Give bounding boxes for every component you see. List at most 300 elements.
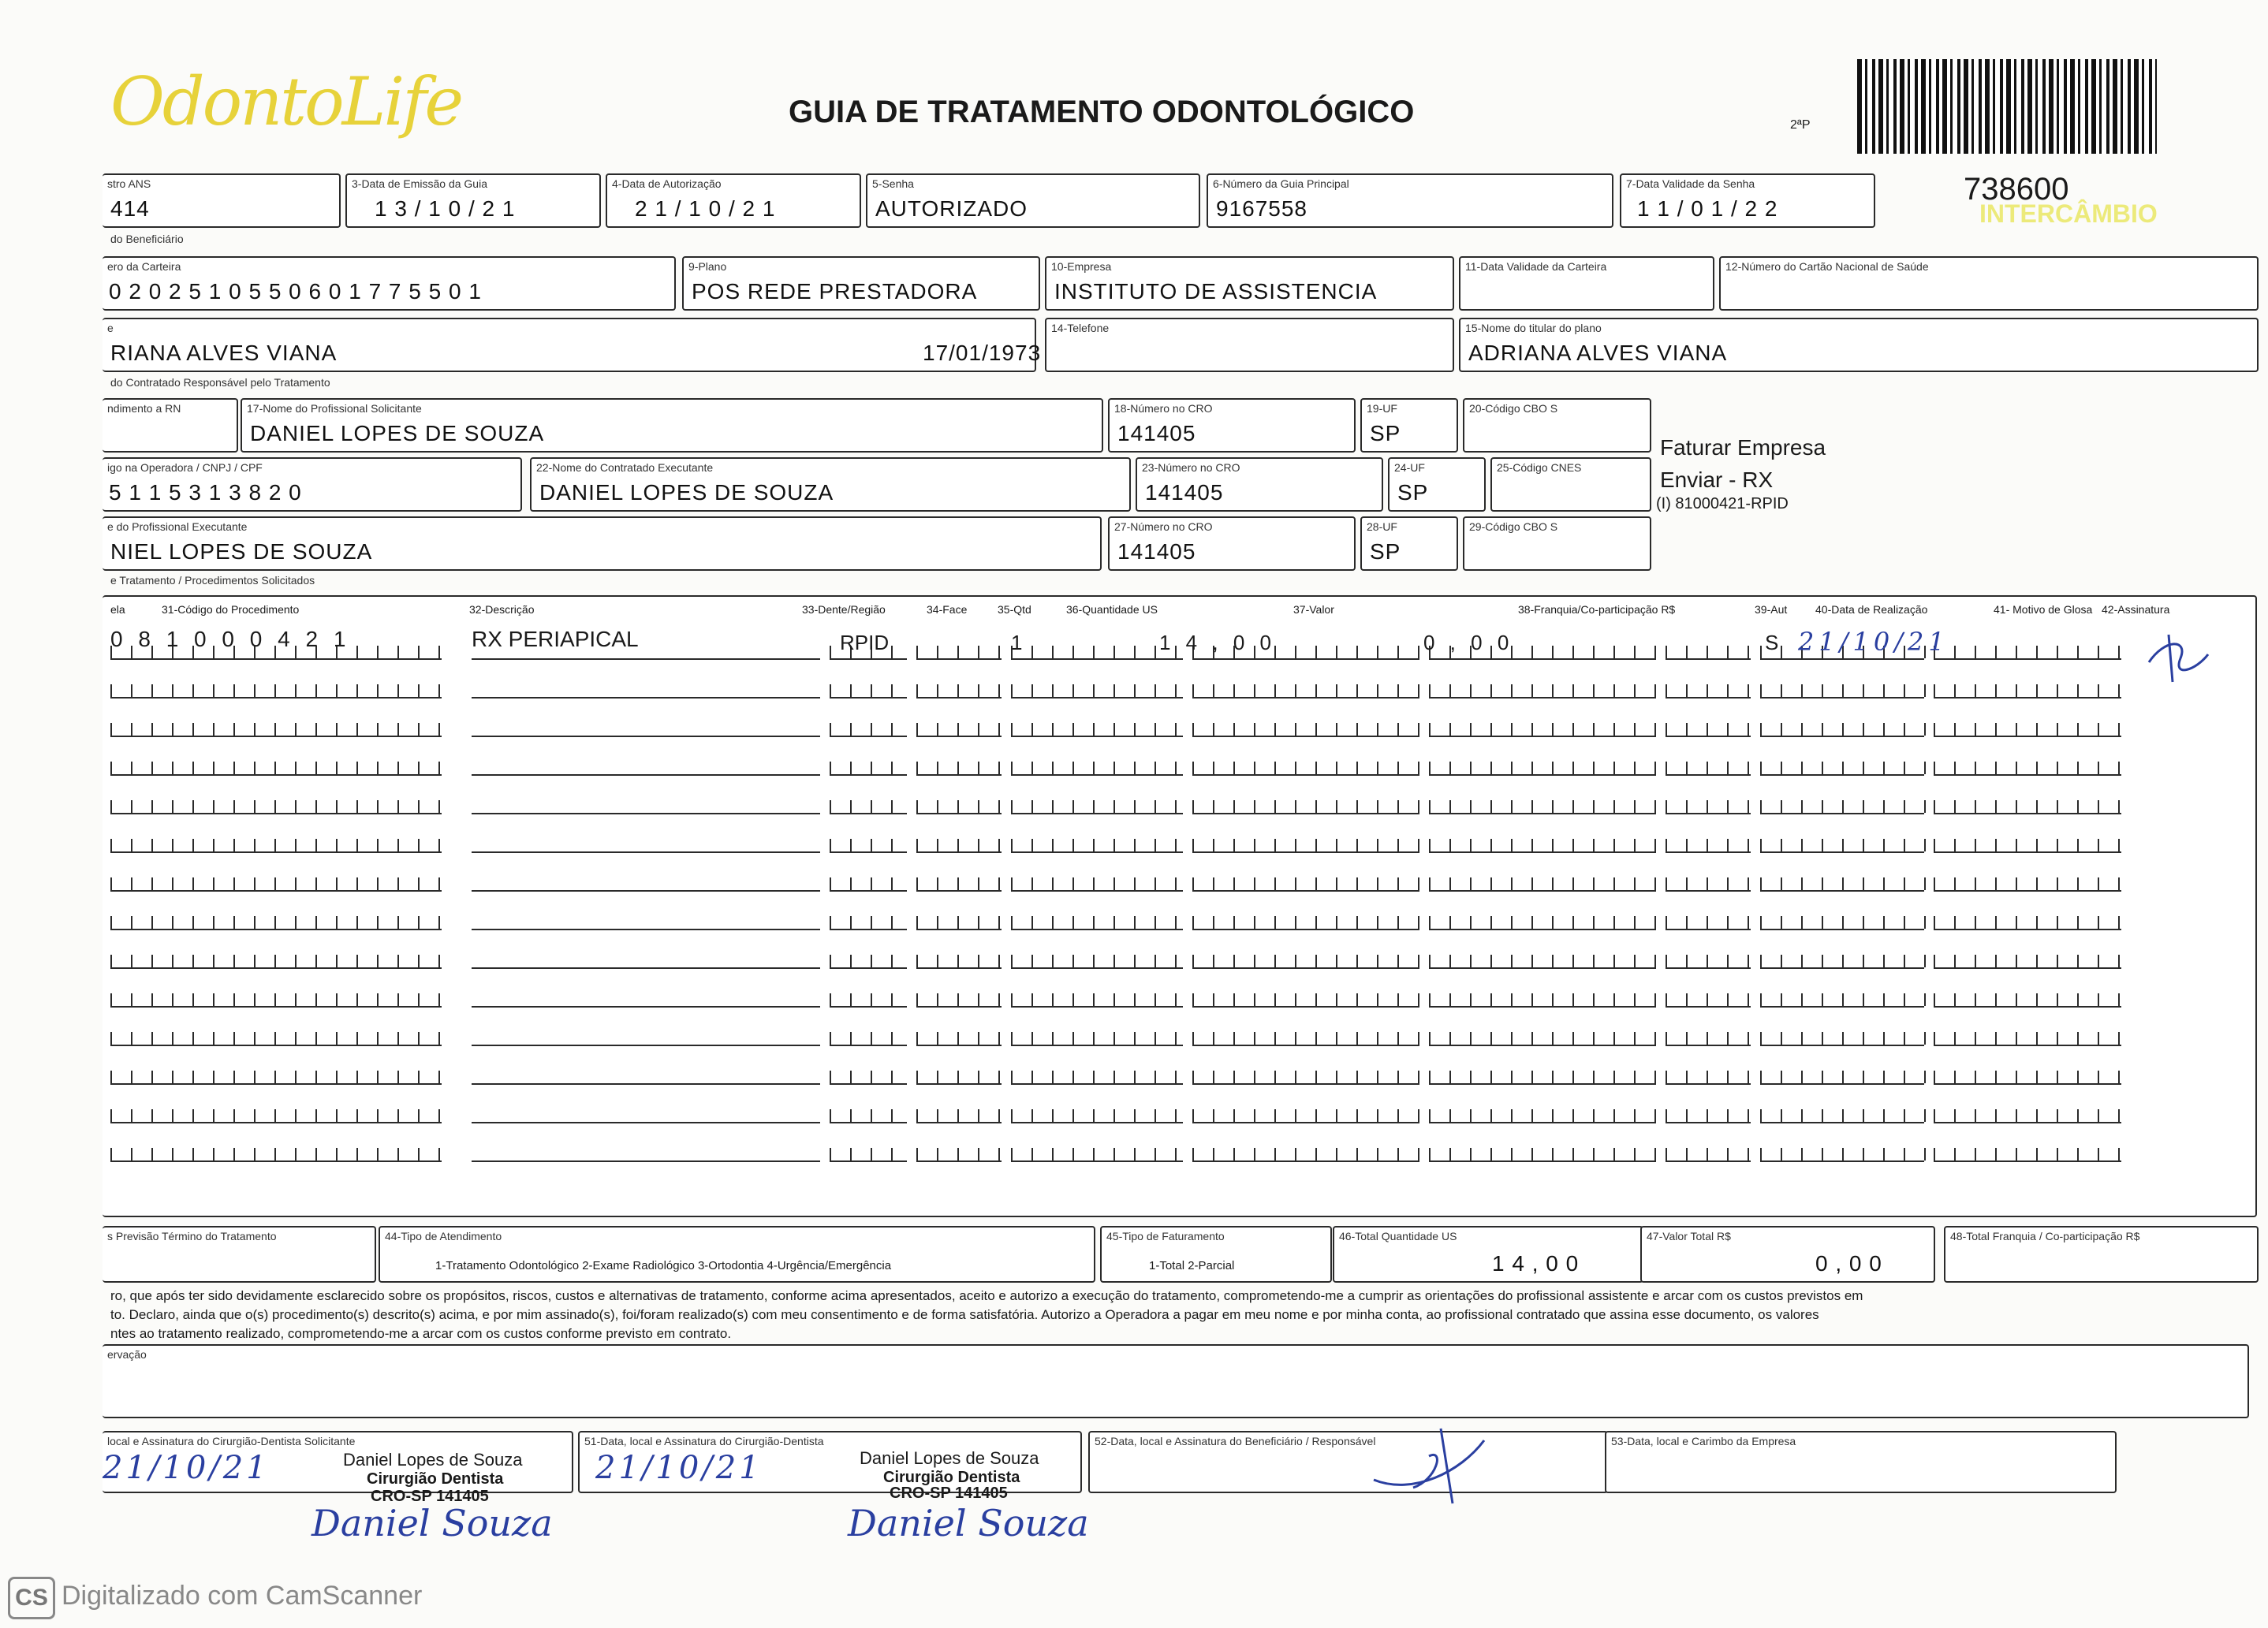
table-row-line <box>1666 967 1751 969</box>
table-cell-tick <box>315 800 317 813</box>
table-cell-tick <box>1531 1109 1533 1122</box>
carteira-field[interactable]: ero da Carteira 0 2 0 2 5 1 0 5 5 0 6 0 1 7 7 5 5 0 1 <box>103 256 676 311</box>
table-cell-tick <box>172 1071 173 1083</box>
table-cell-tick <box>131 723 132 736</box>
table-cell-tick <box>1686 1148 1688 1160</box>
titular-field[interactable]: 15-Nome do titular do plano ADRIANA ALVES VIANA <box>1459 318 2259 372</box>
table-cell-tick <box>438 762 440 774</box>
table-cell-tick <box>1134 723 1136 736</box>
total-us-field[interactable]: 46-Total Quantidade US 1 4 , 0 0 <box>1333 1226 1643 1283</box>
signature51: Daniel Souza <box>848 1502 1089 1544</box>
table-cell-tick <box>1429 1148 1431 1160</box>
table-cell-tick <box>1613 800 1615 813</box>
table-cell-tick <box>377 1109 379 1122</box>
table-cell-tick <box>418 1148 420 1160</box>
table-cell-tick <box>1192 955 1194 967</box>
table-cell-tick <box>1934 723 1935 736</box>
prof-executante-field[interactable]: e do Profissional Executante NIEL LOPES DE SOUZA <box>103 516 1102 571</box>
sig52-field[interactable]: 52-Data, local e Assinatura do Beneficiário / Responsável <box>1088 1431 1608 1493</box>
declaracao-text: ro, que após ter sido devidamente esclarecido sobre os propósitos, riscos, custos e alternativas de tratamento, conforme acima apresentados, aceito e autorizo a execução do tratamento, comprometendo-me a cumprir as orientações do profissional assistente e arcar com os custos previstos em to. Declaro, ainda que o(s) procedimento(s) descrito(s) acima, e por mim assinado(s), foi/foram realizado(s) com meu consentimento e de forma satisfatória. Autorizo a Operadora a pagar em meu nome e por minha conta, ao profissional contratado que assina esse documento, os valores ntes ao tratamento realizado, comprometendo-me a arcar com os custos conforme previsto em contrato. <box>110 1288 1863 1341</box>
codigo-operadora-field[interactable]: igo na Operadora / CNPJ / CPF 5 1 1 5 3 1 3 8 2 0 <box>103 457 522 512</box>
contratado-section-label: do Contratado Responsável pelo Tratamento <box>110 376 330 389</box>
table-cell-tick <box>1995 1032 1997 1045</box>
table-cell-tick <box>1155 1148 1156 1160</box>
table-cell-tick <box>233 762 235 774</box>
table-cell-tick <box>2098 646 2099 658</box>
table-cell-tick <box>978 646 979 658</box>
telefone-field[interactable]: 14-Telefone <box>1045 318 1454 372</box>
table-cell-tick <box>978 1109 979 1122</box>
table-cell-tick <box>1822 955 1823 967</box>
table-cell-tick <box>2036 839 2038 851</box>
table-cell-tick <box>1113 877 1115 890</box>
table-cell-tick <box>1748 800 1749 813</box>
table-row-line <box>1760 890 1924 892</box>
plano-field[interactable]: 9-Plano POS REDE PRESTADORA <box>682 256 1040 311</box>
table-cell-tick <box>1511 762 1513 774</box>
table-row-line <box>1011 813 1183 814</box>
table-cell-tick <box>2057 684 2058 697</box>
table-cell-tick <box>1134 916 1136 929</box>
table-cell-tick <box>1397 800 1399 813</box>
table-cell-tick <box>1336 723 1337 736</box>
table-cell-tick <box>1336 684 1337 697</box>
table-cell-tick <box>397 839 399 851</box>
table-row-line <box>830 813 907 814</box>
table-cell-tick <box>274 800 276 813</box>
row1-us[interactable]: 1 4 , 0 0 <box>1159 631 1276 654</box>
table-cell-tick <box>1490 762 1492 774</box>
table-row-line <box>916 774 1002 776</box>
uf24-field[interactable]: 24-UF SP <box>1388 457 1486 512</box>
table-cell-tick <box>1192 762 1194 774</box>
table-cell-tick <box>1336 1148 1337 1160</box>
table-cell-tick <box>1748 723 1749 736</box>
row1-codigo[interactable]: 0 8 1 0 0 0 4 2 1 <box>110 627 351 651</box>
table-cell-tick <box>850 955 852 967</box>
table-cell-tick <box>1727 839 1729 851</box>
table-cell-tick <box>1654 1032 1656 1045</box>
table-cell-tick <box>2077 684 2079 697</box>
table-cell-tick <box>1934 1148 1935 1160</box>
table-cell-tick <box>1356 916 1358 929</box>
row1-dente[interactable]: RPID <box>840 631 890 654</box>
table-row-line <box>1666 1006 1751 1008</box>
table-cell-tick <box>1470 839 1472 851</box>
table-cell-tick <box>377 955 379 967</box>
table-cell-tick <box>1707 1032 1708 1045</box>
table-cell-tick <box>1801 1071 1803 1083</box>
table-cell-tick <box>1254 723 1255 736</box>
table-cell-tick <box>2118 800 2120 813</box>
guia-principal-field[interactable]: 6-Número da Guia Principal 9167558 <box>1207 173 1613 228</box>
cbo29-field[interactable]: 29-Código CBO S <box>1463 516 1651 571</box>
table-cell-tick <box>1883 1071 1885 1083</box>
table-cell-tick <box>151 723 153 736</box>
table-cell-tick <box>1748 877 1749 890</box>
table-cell-tick <box>2036 993 2038 1006</box>
rn-field[interactable]: ndimento a RN <box>103 398 238 453</box>
table-cell-tick <box>295 955 297 967</box>
senha-field[interactable]: 5-Senha AUTORIZADO <box>866 173 1200 228</box>
table-cell-tick <box>1707 1109 1708 1122</box>
table-cell-tick <box>131 684 132 697</box>
table-cell-tick <box>1233 1071 1235 1083</box>
table-cell-tick <box>891 916 893 929</box>
table-cell-tick <box>172 955 173 967</box>
table-cell-tick <box>1613 762 1615 774</box>
table-cell-tick <box>172 1032 173 1045</box>
table-row-line <box>1666 929 1751 930</box>
table-cell-tick <box>1995 839 1997 851</box>
table-cell-tick <box>1213 684 1214 697</box>
table-cell-tick <box>254 1148 256 1160</box>
table-cell-tick <box>1418 993 1419 1006</box>
table-cell-tick <box>1254 800 1255 813</box>
table-cell-tick <box>1093 993 1095 1006</box>
table-cell-tick <box>1883 916 1885 929</box>
table-cell-tick <box>274 1109 276 1122</box>
table-cell-tick <box>1213 1071 1214 1083</box>
table-cell-tick <box>1356 955 1358 967</box>
table-cell-tick <box>110 1148 112 1160</box>
stamp51-cro: CRO-SP 141405 <box>890 1485 1008 1502</box>
table-cell-tick <box>1192 1032 1194 1045</box>
table-cell-tick <box>1760 684 1762 697</box>
table-cell-tick <box>1572 723 1574 736</box>
table-cell-tick <box>1666 723 1667 736</box>
table-cell-tick <box>336 800 338 813</box>
table-cell-tick <box>1531 800 1533 813</box>
total-franquia-field[interactable]: 48-Total Franquia / Co-participação R$ <box>1944 1226 2259 1283</box>
table-cell-tick <box>356 877 358 890</box>
sig51-field[interactable]: 51-Data, local e Assinatura do Cirurgião-Dentista 21/10/21 Daniel Lopes de Souza Cirurgião Dentista <box>578 1431 1082 1493</box>
table-cell-tick <box>1470 762 1472 774</box>
table-cell-tick <box>1175 955 1177 967</box>
table-cell-tick <box>1011 1032 1013 1045</box>
table-cell-tick <box>1954 1148 1956 1160</box>
table-row-line <box>1192 774 1419 776</box>
table-cell-tick <box>2016 646 2017 658</box>
table-cell-tick <box>1863 723 1864 736</box>
table-cell-tick <box>1634 723 1636 736</box>
sig53-field[interactable]: 53-Data, local e Carimbo da Empresa <box>1605 1431 2117 1493</box>
tipo-atendimento-field[interactable]: 44-Tipo de Atendimento 1-Tratamento Odontológico 2-Exame Radiológico 3-Ortodontia 4-Urgência/Emergência <box>379 1226 1095 1283</box>
table-row-line <box>110 1122 442 1123</box>
table-cell-tick <box>1233 1109 1235 1122</box>
row1-aut[interactable]: S <box>1765 631 1779 654</box>
table-cell-tick <box>1295 916 1296 929</box>
table-cell-tick <box>1707 839 1708 851</box>
empresa-field[interactable]: 10-Empresa INSTITUTO DE ASSISTENCIA <box>1045 256 1454 311</box>
table-cell-tick <box>1213 762 1214 774</box>
table-cell-tick <box>1093 877 1095 890</box>
table-cell-tick <box>1842 762 1844 774</box>
table-cell-tick <box>2016 1109 2017 1122</box>
table-cell-tick <box>916 1148 918 1160</box>
table-cell-tick <box>356 839 358 851</box>
table-cell-tick <box>871 723 872 736</box>
table-cell-tick <box>1274 955 1276 967</box>
table-row-line <box>1429 736 1656 737</box>
table-cell-tick <box>397 916 399 929</box>
table-cell-tick <box>418 1109 420 1122</box>
table-cell-tick <box>1552 1032 1554 1045</box>
previsao-field[interactable]: s Previsão Término do Tratamento <box>103 1226 376 1283</box>
valor-total-field[interactable]: 47-Valor Total R$ 0 , 0 0 <box>1640 1226 1935 1283</box>
prof-solicitante-field[interactable]: 17-Nome do Profissional Solicitante DANIEL LOPES DE SOUZA <box>241 398 1103 453</box>
table-cell-tick <box>916 1032 918 1045</box>
table-cell-tick <box>1052 955 1054 967</box>
table-cell-tick <box>1593 684 1595 697</box>
contratado-executante-field[interactable]: 22-Nome do Contratado Executante DANIEL LOPES DE SOUZA <box>530 457 1131 512</box>
table-cell-tick <box>916 839 918 851</box>
table-row-line <box>1934 1083 2121 1085</box>
table-cell-tick <box>1429 1071 1431 1083</box>
table-cell-tick <box>1634 993 1636 1006</box>
cro23-field[interactable]: 23-Número no CRO 141405 <box>1136 457 1383 512</box>
table-cell-tick <box>1175 1109 1177 1122</box>
table-cell-tick <box>1511 993 1513 1006</box>
table-cell-tick <box>1233 723 1235 736</box>
table-cell-tick <box>1904 762 1905 774</box>
camscanner-badge: CS <box>8 1577 55 1619</box>
table-row-line <box>1760 851 1924 853</box>
table-cell-tick <box>998 1148 1000 1160</box>
table-cell-tick <box>891 955 893 967</box>
col-data: 40-Data de Realização <box>1815 603 1928 616</box>
table-cell-tick <box>1155 955 1156 967</box>
table-cell-tick <box>1748 916 1749 929</box>
rpid-note: (I) 81000421-RPID <box>1656 495 1789 512</box>
table-cell-tick <box>1572 1071 1574 1083</box>
table-cell-tick <box>1686 762 1688 774</box>
tipo-faturamento-field[interactable]: 45-Tipo de Faturamento 1-Total 2-Parcial <box>1100 1226 1332 1283</box>
table-cell-tick <box>1113 762 1115 774</box>
table-cell-tick <box>1418 646 1419 658</box>
table-cell-tick <box>295 684 297 697</box>
table-cell-tick <box>1315 646 1317 658</box>
table-cell-tick <box>1429 762 1431 774</box>
table-cell-tick <box>377 1032 379 1045</box>
table-cell-tick <box>254 1032 256 1045</box>
table-cell-tick <box>397 800 399 813</box>
table-cell-tick <box>315 993 317 1006</box>
table-cell-tick <box>957 1109 959 1122</box>
table-cell-tick <box>2036 1148 2038 1160</box>
table-cell-tick <box>1052 1032 1054 1045</box>
table-cell-tick <box>172 993 173 1006</box>
table-cell-tick <box>1397 723 1399 736</box>
table-cell-tick <box>1449 955 1451 967</box>
table-cell-tick <box>2077 762 2079 774</box>
table-cell-tick <box>1654 1148 1656 1160</box>
table-cell-tick <box>1377 877 1378 890</box>
table-cell-tick <box>1336 955 1337 967</box>
table-cell-tick <box>1397 684 1399 697</box>
table-row-line <box>1011 774 1183 776</box>
table-cell-tick <box>1781 993 1782 1006</box>
cro27-field[interactable]: 27-Número no CRO 141405 <box>1108 516 1356 571</box>
table-cell-tick <box>1531 955 1533 967</box>
table-cell-tick <box>1531 839 1533 851</box>
table-cell-tick <box>1093 684 1095 697</box>
validade-carteira-field[interactable]: 11-Data Validade da Carteira <box>1459 256 1714 311</box>
table-cell-tick <box>295 916 297 929</box>
table-cell-tick <box>1377 1148 1378 1160</box>
table-cell-tick <box>1356 993 1358 1006</box>
table-cell-tick <box>438 993 440 1006</box>
table-cell-tick <box>1801 1148 1803 1160</box>
table-cell-tick <box>1904 1071 1905 1083</box>
row1-valor[interactable]: 0 , 0 0 <box>1423 631 1514 654</box>
table-cell-tick <box>1470 877 1472 890</box>
cns-field[interactable]: 12-Número do Cartão Nacional de Saúde <box>1719 256 2259 311</box>
table-cell-tick <box>110 1109 112 1122</box>
table-cell-tick <box>1295 762 1296 774</box>
table-row-line <box>916 1083 1002 1085</box>
table-cell-tick <box>356 684 358 697</box>
table-cell-tick <box>2118 1148 2120 1160</box>
table-cell-tick <box>254 955 256 967</box>
table-cell-tick <box>1377 646 1378 658</box>
table-cell-tick <box>1904 1109 1905 1122</box>
table-cell-tick <box>1397 877 1399 890</box>
table-cell-tick <box>233 1148 235 1160</box>
beneficiary-signature-icon <box>1366 1425 1500 1511</box>
table-cell-tick <box>1995 762 1997 774</box>
table-cell-tick <box>336 839 338 851</box>
table-cell-tick <box>1954 723 1956 736</box>
table-cell-tick <box>1727 1148 1729 1160</box>
table-cell-tick <box>1666 839 1667 851</box>
table-cell-tick <box>1031 723 1033 736</box>
nome-field[interactable]: e RIANA ALVES VIANA 17/01/1973 <box>103 318 1036 372</box>
emissao-date-field[interactable]: 3-Data de Emissão da Guia 1 3 / 1 0 / 2 1 <box>345 173 601 228</box>
table-cell-tick <box>1593 762 1595 774</box>
table-cell-tick <box>1336 1032 1337 1045</box>
ans-field[interactable]: stro ANS 414 <box>103 173 341 228</box>
table-cell-tick <box>978 839 979 851</box>
table-cell-tick <box>438 1032 440 1045</box>
row1-data[interactable]: 21/10/21 <box>1798 627 1949 657</box>
table-cell-tick <box>172 877 173 890</box>
table-row-line <box>1192 1006 1419 1008</box>
table-cell-tick <box>1748 646 1749 658</box>
table-row-line <box>1760 658 1924 660</box>
table-cell-tick <box>1052 916 1054 929</box>
table-cell-tick <box>1924 955 1926 967</box>
table-cell-tick <box>1052 877 1054 890</box>
table-cell-tick <box>1781 762 1782 774</box>
table-cell-tick <box>1213 916 1214 929</box>
table-cell-tick <box>1531 723 1533 736</box>
table-cell-tick <box>1192 1109 1194 1122</box>
validade-senha-field[interactable]: 7-Data Validade da Senha 1 1 / 0 1 / 2 2 <box>1620 173 1875 228</box>
table-cell-tick <box>1883 993 1885 1006</box>
table-cell-tick <box>1213 723 1214 736</box>
table-cell-tick <box>110 723 112 736</box>
table-cell-tick <box>978 993 979 1006</box>
table-cell-tick <box>891 1148 893 1160</box>
uf19-field[interactable]: 19-UF SP <box>1360 398 1458 453</box>
table-cell-tick <box>2077 1148 2079 1160</box>
observacao-field[interactable]: ervação <box>103 1344 2249 1418</box>
table-cell-tick <box>1155 993 1156 1006</box>
table-row-line <box>1760 813 1924 814</box>
table-cell-tick <box>1934 1071 1935 1083</box>
table-row-line <box>1934 1122 2121 1123</box>
table-row-line <box>110 1006 442 1008</box>
table-cell-tick <box>1842 684 1844 697</box>
table-cell-tick <box>1904 684 1905 697</box>
table-cell-tick <box>1883 684 1885 697</box>
table-cell-tick <box>1233 916 1235 929</box>
table-cell-tick <box>957 916 959 929</box>
table-cell-tick <box>2098 993 2099 1006</box>
table-cell-tick <box>1842 1032 1844 1045</box>
table-cell-tick <box>2098 1071 2099 1083</box>
table-cell-tick <box>1233 762 1235 774</box>
table-cell-tick <box>871 993 872 1006</box>
signature-scribble-icon <box>2141 631 2212 686</box>
table-row-line <box>110 1045 442 1046</box>
table-cell-tick <box>937 877 938 890</box>
table-row-line <box>110 1160 442 1162</box>
table-cell-tick <box>1274 877 1276 890</box>
table-cell-tick <box>1822 800 1823 813</box>
table-cell-tick <box>397 877 399 890</box>
table-cell-tick <box>295 723 297 736</box>
table-cell-tick <box>1634 1071 1636 1083</box>
table-cell-tick <box>1233 993 1235 1006</box>
cbo20-field[interactable]: 20-Código CBO S <box>1463 398 1651 453</box>
table-cell-tick <box>1593 1032 1595 1045</box>
autorizacao-date-field[interactable]: 4-Data de Autorização 2 1 / 1 0 / 2 1 <box>606 173 861 228</box>
table-cell-tick <box>438 877 440 890</box>
table-cell-tick <box>1686 1032 1688 1045</box>
table-cell-tick <box>1686 646 1688 658</box>
table-cell-tick <box>1781 646 1782 658</box>
table-cell-tick <box>1155 646 1156 658</box>
table-row-line <box>916 1122 1002 1123</box>
table-cell-tick <box>2077 1032 2079 1045</box>
table-cell-tick <box>1418 762 1419 774</box>
table-cell-tick <box>1418 839 1419 851</box>
table-cell-tick <box>1975 762 1976 774</box>
table-cell-tick <box>1072 1071 1074 1083</box>
cro18-field[interactable]: 18-Número no CRO 141405 <box>1108 398 1356 453</box>
table-cell-tick <box>1531 993 1533 1006</box>
table-cell-tick <box>978 877 979 890</box>
table-cell-tick <box>1449 839 1451 851</box>
uf28-field[interactable]: 28-UF SP <box>1360 516 1458 571</box>
table-row-line <box>1934 736 2121 737</box>
table-cell-tick <box>871 839 872 851</box>
table-cell-tick <box>254 993 256 1006</box>
table-cell-tick <box>1863 993 1864 1006</box>
table-cell-tick <box>1593 723 1595 736</box>
table-cell-tick <box>937 1071 938 1083</box>
sig50-field[interactable]: local e Assinatura do Cirurgião-Dentista Solicitante 21/10/21 Daniel Lopes de Souza Cirurgião Dentista <box>103 1431 573 1493</box>
cnes-field[interactable]: 25-Código CNES <box>1490 457 1651 512</box>
table-cell-tick <box>1418 684 1419 697</box>
row1-qtd[interactable]: 1 <box>1011 631 1023 654</box>
row1-descricao[interactable]: RX PERIAPICAL <box>472 627 639 651</box>
table-cell-tick <box>151 1032 153 1045</box>
table-row-line <box>830 1160 907 1162</box>
table-cell-tick <box>1822 839 1823 851</box>
